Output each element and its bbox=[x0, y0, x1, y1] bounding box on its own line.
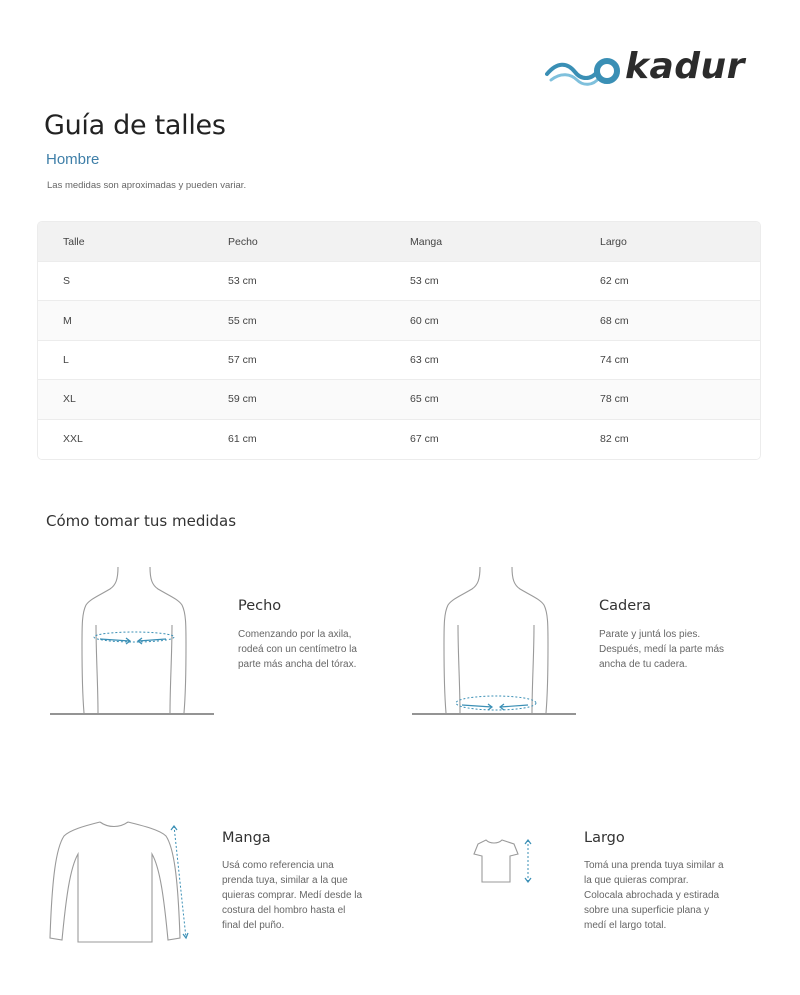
measure-desc-sleeve bbox=[222, 858, 362, 933]
chest-cell: 61 cm bbox=[228, 433, 257, 446]
measure-title-sleeve: Manga bbox=[222, 830, 271, 846]
measure-desc-chest bbox=[238, 627, 357, 672]
desc-line: final del puño. bbox=[222, 920, 285, 931]
desc-line: Después, medí la parte más bbox=[599, 644, 725, 655]
length-cell: 62 cm bbox=[600, 275, 629, 288]
column-header: Manga bbox=[410, 235, 443, 248]
chest-cell: 55 cm bbox=[228, 314, 257, 327]
column-header: Pecho bbox=[228, 235, 258, 248]
desc-line: sobre una superficie plana y bbox=[584, 905, 710, 916]
desc-line: rodeá con un centímetro la bbox=[238, 644, 357, 655]
table-row bbox=[38, 341, 760, 380]
brand-name: kadur bbox=[625, 46, 745, 87]
page-title: Guía de talles bbox=[44, 110, 226, 141]
size-cell: XL bbox=[63, 393, 76, 406]
size-cell: XXL bbox=[63, 433, 83, 446]
table-row bbox=[38, 380, 760, 419]
sleeve-cell: 63 cm bbox=[410, 353, 439, 366]
size-cell: S bbox=[63, 275, 71, 288]
desc-line: Colocala abrochada y estirada bbox=[584, 890, 720, 901]
chest-cell: 57 cm bbox=[228, 353, 257, 366]
table-row bbox=[38, 262, 760, 301]
desc-line: medí el largo total. bbox=[584, 920, 667, 931]
size-cell: M bbox=[63, 314, 72, 327]
measure-desc-length bbox=[584, 858, 724, 933]
torso-chest-icon bbox=[50, 565, 216, 717]
desc-line: Usá como referencia una bbox=[222, 860, 334, 871]
sleeve-cell: 53 cm bbox=[410, 275, 439, 288]
measure-desc-hip bbox=[599, 627, 724, 672]
sleeve-cell: 67 cm bbox=[410, 433, 439, 446]
desc-line: parte más ancha del tórax. bbox=[238, 659, 357, 670]
measure-title-length: Largo bbox=[584, 830, 625, 846]
tshirt-length-icon bbox=[470, 834, 540, 888]
desc-line: quieras comprar. Medí desde la bbox=[222, 890, 363, 901]
length-cell: 74 cm bbox=[600, 353, 629, 366]
desc-line: ancha de tu cadera. bbox=[599, 659, 688, 670]
desc-line: prenda tuya, similar a la que bbox=[222, 875, 348, 886]
length-cell: 68 cm bbox=[600, 314, 629, 327]
desc-line: Parate y juntá los pies. bbox=[599, 629, 701, 640]
desc-line: costura del hombro hasta el bbox=[222, 905, 346, 916]
brand-logo bbox=[545, 46, 755, 92]
length-cell: 82 cm bbox=[600, 433, 629, 446]
sleeve-cell: 60 cm bbox=[410, 314, 439, 327]
measure-title-hip: Cadera bbox=[599, 598, 651, 614]
desc-line: Tomá una prenda tuya similar a bbox=[584, 860, 724, 871]
column-header: Largo bbox=[600, 235, 627, 248]
page-subtitle: Hombre bbox=[46, 151, 100, 168]
disclaimer-note: Las medidas son aproximadas y pueden variar. bbox=[47, 180, 247, 191]
sleeve-cell: 65 cm bbox=[410, 393, 439, 406]
long-sleeve-shirt-icon bbox=[44, 818, 194, 948]
table-header-row bbox=[38, 222, 760, 262]
wave-logo-icon bbox=[545, 50, 625, 92]
measure-title-chest: Pecho bbox=[238, 598, 282, 614]
column-header: Talle bbox=[63, 235, 85, 248]
chest-cell: 53 cm bbox=[228, 275, 257, 288]
section-title: Cómo tomar tus medidas bbox=[46, 512, 237, 530]
desc-line: Comenzando por la axila, bbox=[238, 629, 352, 640]
desc-line: la que quieras comprar. bbox=[584, 875, 689, 886]
table-row bbox=[38, 420, 760, 459]
torso-hip-icon bbox=[412, 565, 578, 717]
size-table bbox=[38, 222, 760, 459]
table-row bbox=[38, 301, 760, 340]
size-cell: L bbox=[63, 353, 69, 366]
length-cell: 78 cm bbox=[600, 393, 629, 406]
chest-cell: 59 cm bbox=[228, 393, 257, 406]
